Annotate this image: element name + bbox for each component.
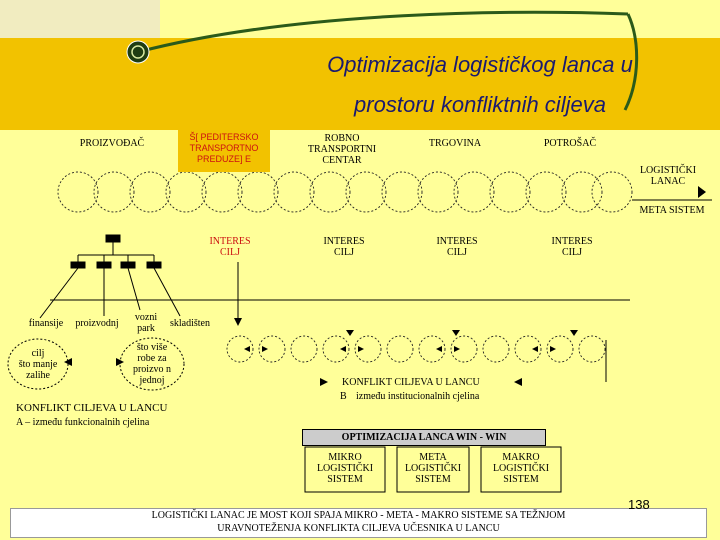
production-label: proizvodnj <box>75 318 119 329</box>
interest-line-2: CILJ <box>562 247 582 258</box>
conflict-b-title: KONFLIKT CILJEVA U LANCU <box>342 377 480 388</box>
macro-system-label <box>481 452 561 485</box>
second-chain-circles <box>227 336 605 362</box>
footer-line-1: LOGISTIČKI LANAC JE MOST KOJI SPAJA MIKRO - META - MAKRO SISTEME SA TEŽNJOM <box>151 510 566 521</box>
conflict-a-title: KONFLIKT CILJEVA U LANCU <box>16 402 168 414</box>
finance-label: finansije <box>28 318 64 329</box>
conflict-b-letter: B <box>340 391 347 402</box>
globe-icon <box>127 41 149 63</box>
title-line-1: Optimizacija logističkog lanca u <box>327 52 633 77</box>
org-unit-box <box>71 262 85 268</box>
chain-circle <box>274 172 314 212</box>
goal-right-line-3: proizvo n <box>132 364 172 375</box>
conflict-b-left-arrow-icon <box>514 378 522 386</box>
interest-line-1: INTERES <box>323 236 365 247</box>
chain-arrow-icon <box>698 186 706 198</box>
center-line-2: TRANSPORTNI <box>307 144 377 155</box>
micro-system-line-2: LOGISTIČKI <box>316 463 374 474</box>
center-line-1: ROBNO <box>324 133 360 144</box>
chain-circle <box>592 172 632 212</box>
interest-line-2: CILJ <box>447 247 467 258</box>
macro-system-line-3: SISTEM <box>503 474 539 485</box>
consumer-label: POTROŠAČ <box>543 138 597 149</box>
meta-system-line-3: SISTEM <box>415 474 451 485</box>
chain-circle <box>94 172 134 212</box>
right-arrow-icon <box>116 358 124 366</box>
page-number: 138 <box>628 497 650 512</box>
interest-label <box>312 236 376 258</box>
chain-circle <box>490 172 530 212</box>
center-line-3: CENTAR <box>322 155 362 166</box>
interest-label <box>425 236 489 258</box>
org-unit-box <box>121 262 135 268</box>
chain-circle <box>346 172 386 212</box>
goal-left-line-1: cilj <box>31 348 45 359</box>
org-unit-box <box>147 262 161 268</box>
chain-circle <box>310 172 350 212</box>
logistic-chain-label <box>638 165 698 187</box>
chain-circle <box>166 172 206 212</box>
chain-circle <box>418 172 458 212</box>
title-line-2: prostoru konfliktnih ciljeva <box>354 92 606 117</box>
down-arrow-icon <box>234 318 242 326</box>
interest-line-1: INTERES <box>209 236 251 247</box>
vehicle-park-line-2: park <box>137 323 155 334</box>
interest-line-2: CILJ <box>334 247 354 258</box>
conflict-b-subtitle: između institucionalnih cjelina <box>356 391 480 402</box>
meta-system-line-2: LOGISTIČKI <box>404 463 462 474</box>
meta-system-box-label <box>397 452 469 485</box>
goal-right-line-1: što više <box>136 342 168 353</box>
win-win-title: OPTIMIZACIJA LANCA WIN - WIN <box>302 429 546 446</box>
meta-system-label: META SISTEM <box>639 205 705 216</box>
micro-system-line-3: SISTEM <box>327 474 363 485</box>
org-unit-box <box>97 262 111 268</box>
chain-circle <box>58 172 98 212</box>
interest-line-1: INTERES <box>436 236 478 247</box>
conflict-a-subtitle: A – između funkcionalnih cjelina <box>16 417 150 428</box>
company-box <box>178 130 270 172</box>
logistic-chain-line-2: LANAC <box>650 176 686 187</box>
chain-circle <box>526 172 566 212</box>
vehicle-park-line-1: vozni <box>134 312 158 323</box>
company-line-2: TRANSPORTNO <box>189 143 259 153</box>
goal-left-line-2: što manje <box>18 359 58 370</box>
warehouse-label: skladišten <box>170 318 210 329</box>
org-top-box <box>106 235 120 242</box>
chain-circles <box>58 172 632 212</box>
micro-system-line-1: MIKRO <box>328 452 362 463</box>
conflict-b-right-arrow-icon <box>320 378 328 386</box>
goal-left-line-3: zalihe <box>26 370 50 381</box>
logistic-chain-line-1: LOGISTIČKI <box>639 165 697 176</box>
chain-circle <box>238 172 278 212</box>
macro-system-line-1: MAKRO <box>502 452 540 463</box>
chain-circle <box>562 172 602 212</box>
goal-left-text <box>10 348 66 381</box>
chain-circle <box>202 172 242 212</box>
interest-label <box>198 236 262 258</box>
goal-right-text <box>124 342 180 386</box>
producer-label: PROIZVOĐAČ <box>79 138 145 149</box>
goal-right-line-4: jednoj <box>139 375 165 386</box>
macro-system-line-2: LOGISTIČKI <box>492 463 550 474</box>
org-chart <box>40 235 180 318</box>
interest-line-1: INTERES <box>551 236 593 247</box>
goal-right-line-2: robe za <box>137 353 167 364</box>
company-line-3: PREDUZE] E <box>196 154 251 164</box>
chain-circle <box>382 172 422 212</box>
interest-label <box>540 236 604 258</box>
header-curve <box>138 12 628 52</box>
interest-line-2: CILJ <box>220 247 240 258</box>
chain-circle <box>130 172 170 212</box>
meta-system-line-1: META <box>419 452 447 463</box>
footer-line-2: URAVNOTEŽENJA KONFLIKTA CILJEVA UČESNIKA U LANCU <box>217 523 500 534</box>
trade-label: TRGOVINA <box>428 138 482 149</box>
company-line-1: Š[ PEDITERSKO <box>189 132 259 142</box>
micro-system-label <box>305 452 385 485</box>
center-label <box>300 133 384 166</box>
vehicle-park-label <box>128 312 164 334</box>
chain-circle <box>454 172 494 212</box>
